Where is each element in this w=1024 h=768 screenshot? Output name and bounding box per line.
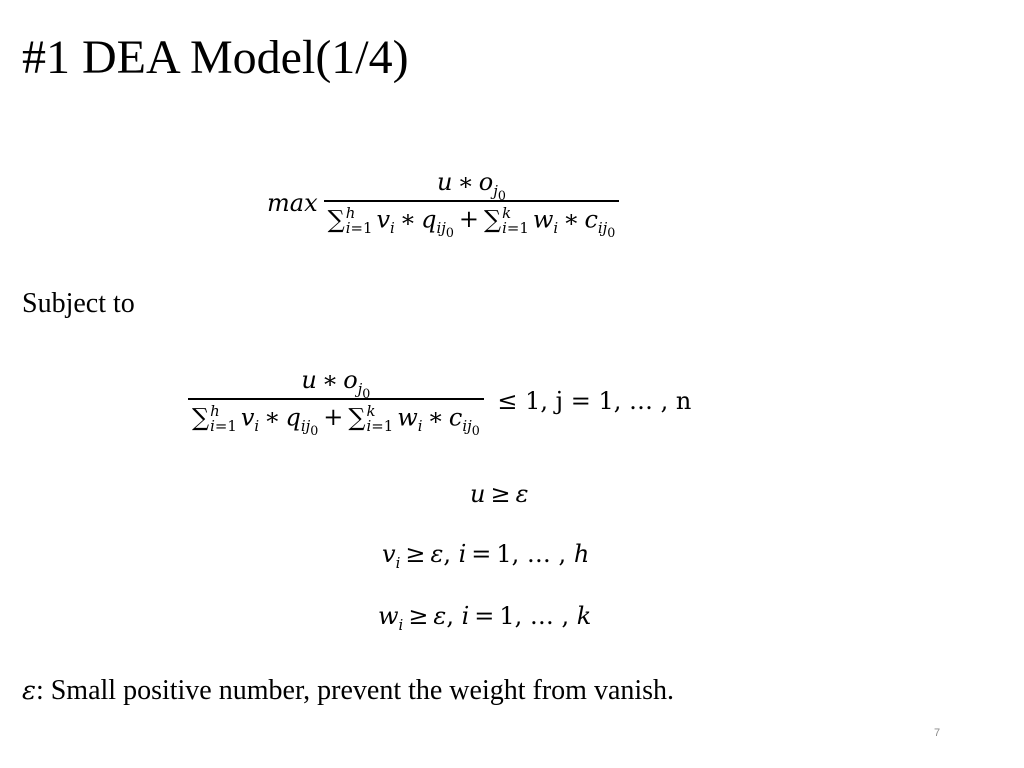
- constraint-numerator: u ∗ $o_{j_0}$: [301, 366, 371, 401]
- objective-fraction: [324, 168, 620, 240]
- slide-title: #1 DEA Model(1/4): [22, 31, 409, 84]
- constraint-fraction: [188, 366, 484, 438]
- footnote-text: : Small positive number, prevent the weight from vanish.: [35, 675, 675, 706]
- u-bound-constraint: u ≥ ε: [470, 480, 529, 508]
- ratio-constraint-bound: ≤ 1, j = 1, … , n: [497, 386, 692, 415]
- objective-function: [267, 168, 619, 240]
- w-bound-constraint: $w_i \ge \varepsilon$, i = 1, … , k: [378, 602, 592, 634]
- v-bound-constraint: $v_i \ge \varepsilon$, i = 1, … , h: [382, 540, 590, 572]
- ratio-constraint: [188, 366, 692, 438]
- objective-denominator: ∑ h i=1 $v_i$ ∗ $q_{ij_0}$ + ∑ k i=1 $w_i$ ∗ $c_{ij_0}$: [327, 203, 616, 240]
- max-operator: max: [267, 188, 318, 217]
- epsilon-symbol: ε: [22, 676, 36, 706]
- page-number: 7: [934, 727, 941, 739]
- constraint-denominator: ∑ h i=1 $v_i$ ∗ $q_{ij_0}$ + ∑ k i=1 $w_i$ ∗ $c_{ij_0}$: [192, 401, 480, 438]
- objective-numerator: u ∗ $o_{j_0}$: [437, 168, 506, 203]
- epsilon-footnote: [22, 677, 674, 705]
- subject-to-label: Subject to: [22, 288, 135, 319]
